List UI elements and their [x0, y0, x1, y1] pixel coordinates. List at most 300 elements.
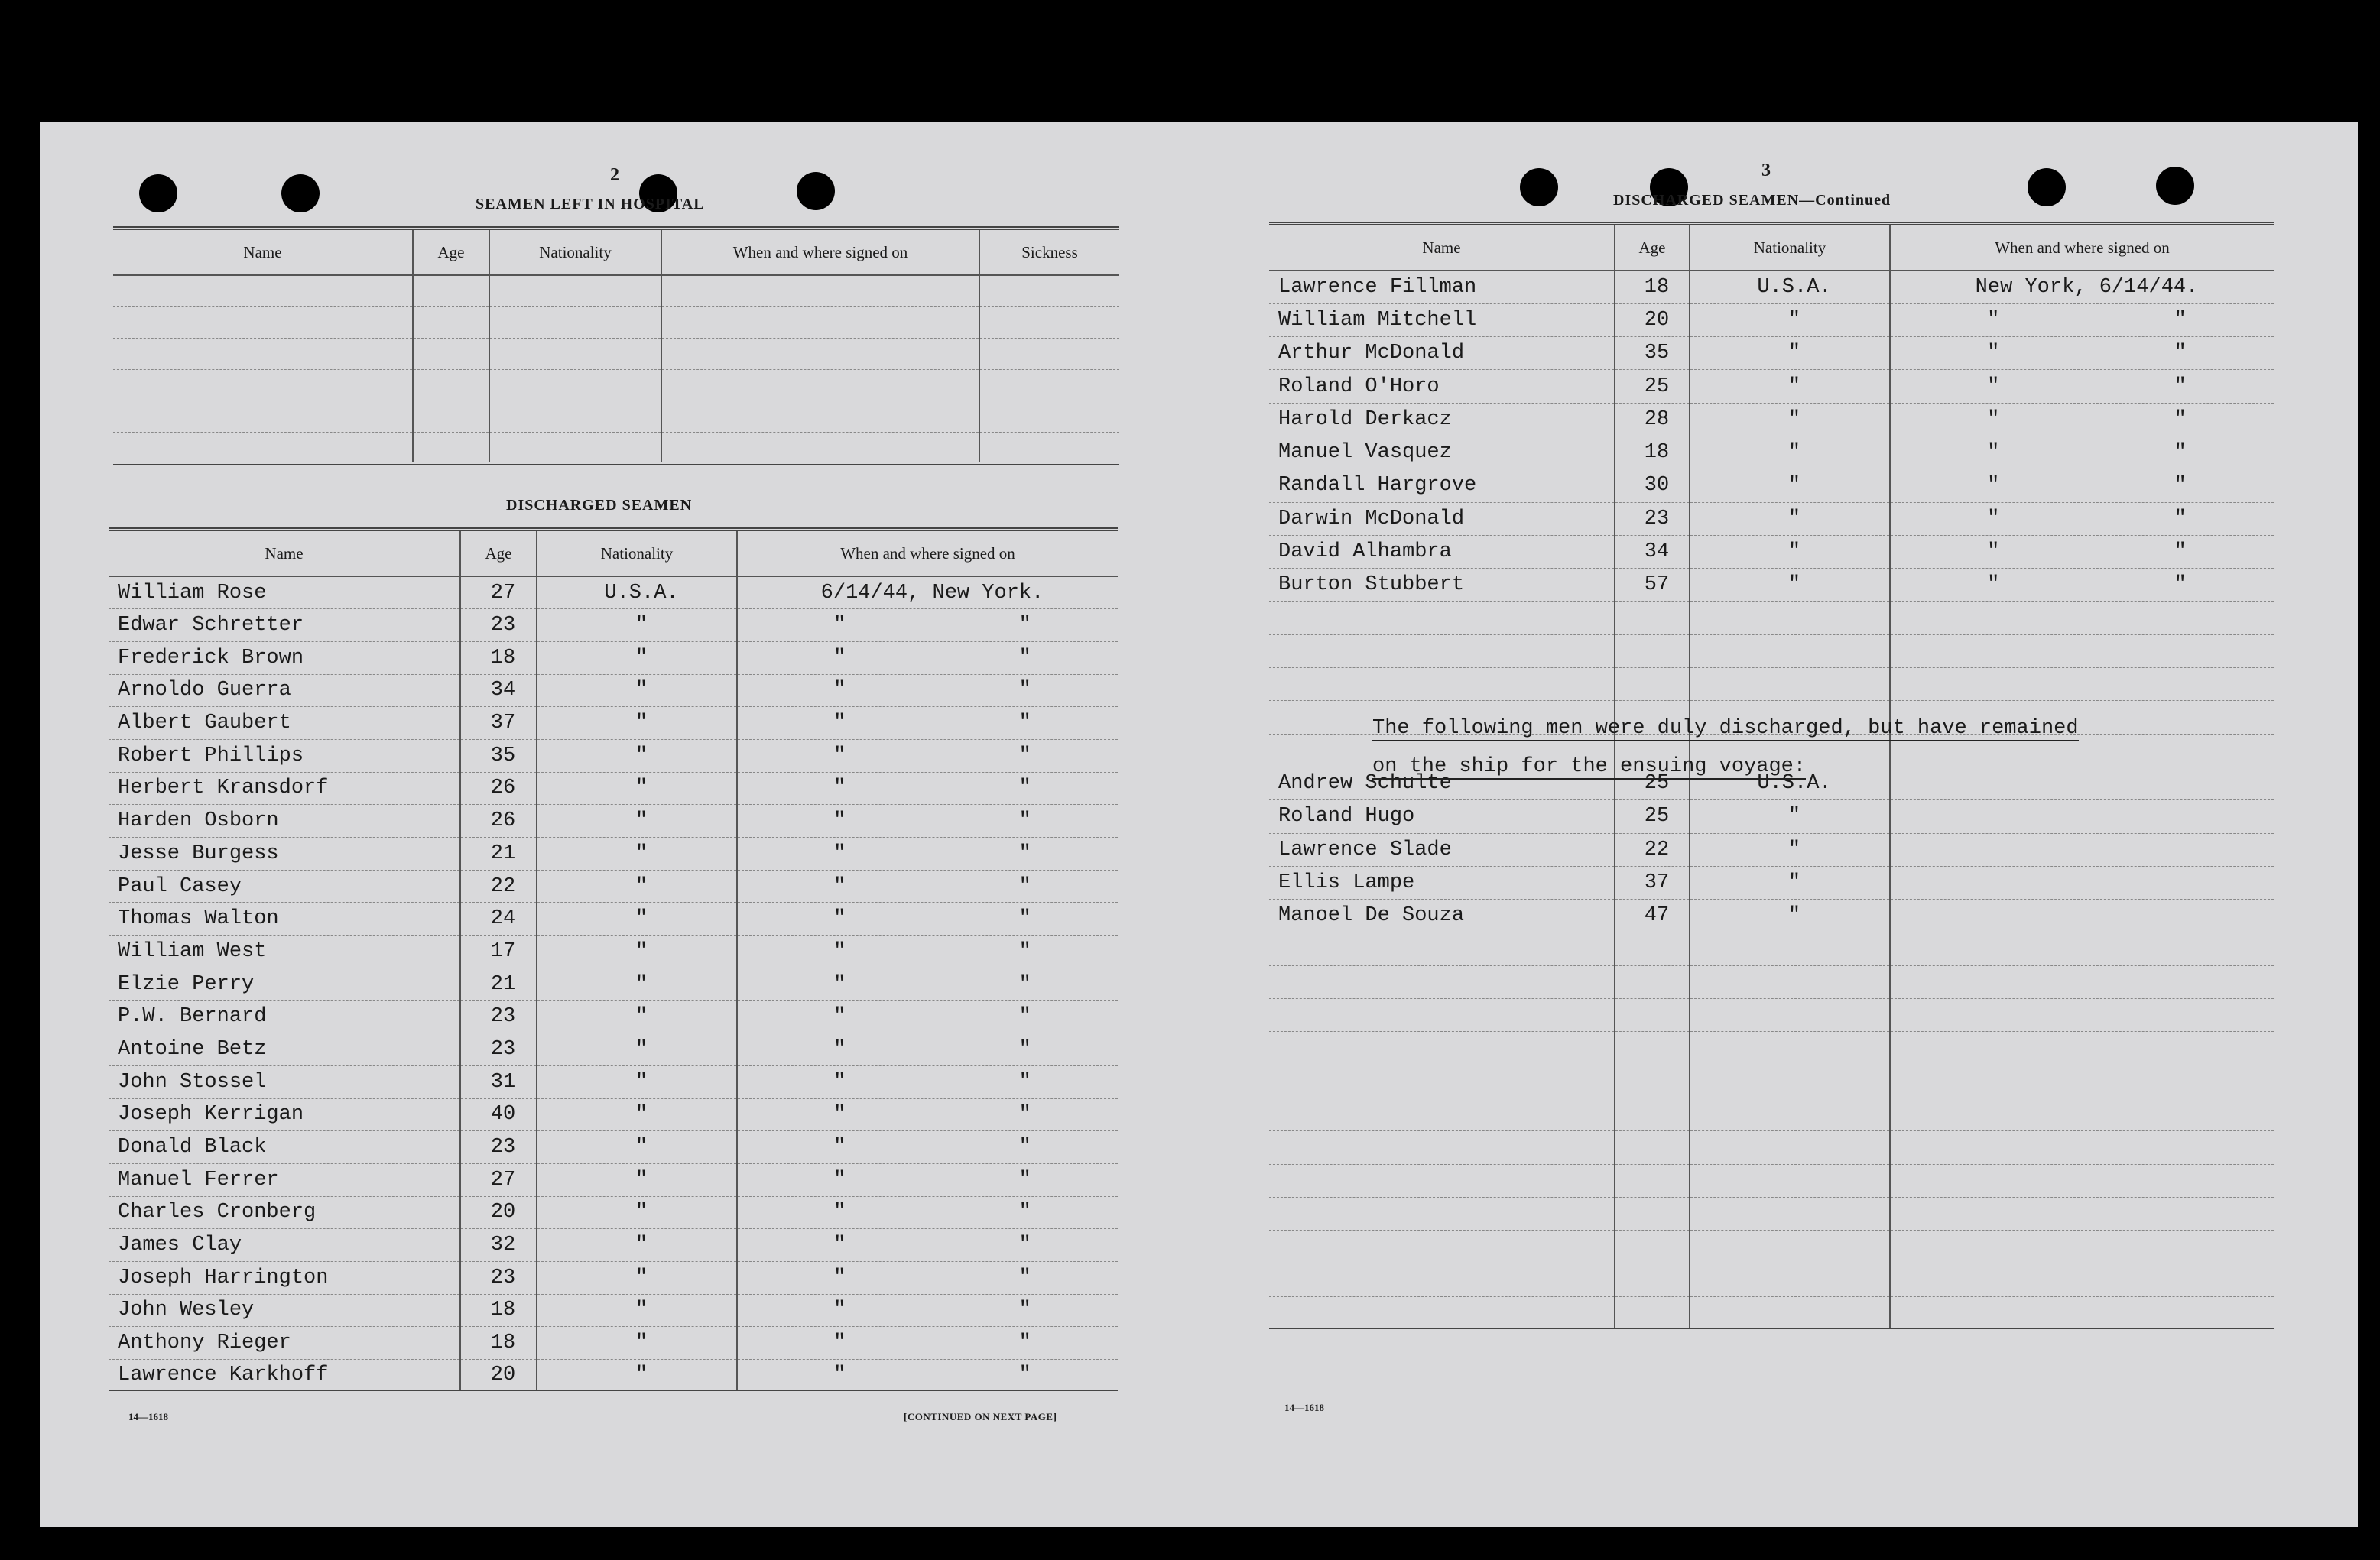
empty-cell: [1890, 1131, 2274, 1164]
seaman-nationality: ": [537, 1360, 737, 1393]
seaman-signed-on: [1890, 569, 2274, 602]
seaman-nationality: ": [537, 1033, 737, 1066]
table-row: [1269, 900, 2274, 932]
seaman-signed-on: [737, 609, 1118, 642]
remained-nationality: ": [1690, 833, 1890, 866]
seaman-nationality: ": [1690, 535, 1890, 568]
column-header: Age: [413, 229, 489, 276]
seaman-name: William Rose: [109, 576, 460, 609]
table-row: [1269, 535, 2274, 568]
empty-cell: [1690, 1164, 1890, 1197]
seaman-name: Harold Derkacz: [1269, 403, 1615, 436]
seaman-age: 25: [1615, 370, 1690, 403]
seaman-name: Elzie Perry: [109, 968, 460, 1001]
seaman-nationality: ": [537, 1196, 737, 1229]
table-row: [109, 1001, 1118, 1033]
seaman-name: Thomas Walton: [109, 903, 460, 936]
table-row: [113, 306, 1119, 338]
discharged-continued-caption: DISCHARGED SEAMEN—Continued: [1613, 192, 1891, 209]
seaman-signed-on: [737, 1229, 1118, 1262]
remained-note-line2: on the ship for the ensuing voyage:: [1372, 755, 1807, 778]
seaman-nationality: ": [537, 936, 737, 968]
empty-cell: [979, 275, 1119, 306]
table-row: [109, 1294, 1118, 1327]
remained-name: Lawrence Slade: [1269, 833, 1615, 866]
seaman-nationality: ": [537, 674, 737, 707]
discharged-table: [109, 527, 1118, 1393]
empty-cell: [1690, 602, 1890, 634]
column-header: When and where signed on: [1890, 224, 2274, 271]
ditto-mark: ": [833, 1201, 846, 1224]
empty-cell: [1615, 999, 1690, 1032]
empty-cell: [113, 401, 413, 432]
remained-age: 22: [1615, 833, 1690, 866]
table-row: [113, 275, 1119, 306]
hospital-table: [113, 226, 1119, 465]
punch-hole: [139, 174, 177, 212]
empty-cell: [1615, 965, 1690, 998]
empty-cell: [1269, 1131, 1615, 1164]
ditto-mark: ": [1987, 540, 2000, 564]
punch-hole: [1520, 168, 1558, 206]
seaman-signed-on: [737, 1196, 1118, 1229]
seaman-name: Arthur McDonald: [1269, 337, 1615, 370]
ditto-mark: ": [833, 1037, 846, 1061]
empty-cell: [1269, 1296, 1615, 1329]
seaman-name: Roland O'Horo: [1269, 370, 1615, 403]
empty-cell: [1269, 1231, 1615, 1263]
remained-nationality: ": [1690, 900, 1890, 932]
seaman-name: Darwin McDonald: [1269, 502, 1615, 535]
table-row: [1269, 271, 2274, 303]
ditto-mark: ": [1018, 1070, 1031, 1094]
ditto-mark: ": [833, 614, 846, 637]
seaman-name: Herbert Kransdorf: [109, 772, 460, 805]
seaman-nationality: ": [537, 968, 737, 1001]
seaman-signed-on: 6/14/44, New York.: [737, 576, 1118, 609]
seaman-name: David Alhambra: [1269, 535, 1615, 568]
ditto-mark: ": [833, 1005, 846, 1029]
empty-cell: [1890, 866, 2274, 899]
empty-cell: [1890, 1263, 2274, 1296]
table-row: [1269, 1296, 2274, 1329]
empty-cell: [413, 401, 489, 432]
remained-nationality: U.S.A.: [1690, 767, 1890, 799]
seaman-name: Albert Gaubert: [109, 707, 460, 740]
column-header: Sickness: [979, 229, 1119, 276]
seaman-signed-on: [737, 1360, 1118, 1393]
seaman-nationality: ": [537, 609, 737, 642]
column-header: Name: [1269, 224, 1615, 271]
table-row: [109, 576, 1118, 609]
empty-cell: [1690, 1131, 1890, 1164]
ditto-mark: ": [1018, 1234, 1031, 1257]
seaman-nationality: ": [537, 772, 737, 805]
table-row: [1269, 1098, 2274, 1130]
seaman-nationality: U.S.A.: [537, 576, 737, 609]
empty-cell: [1890, 1065, 2274, 1098]
table-row: [113, 432, 1119, 463]
continued-note: [CONTINUED ON NEXT PAGE]: [904, 1411, 1057, 1422]
ditto-mark: ": [2174, 308, 2187, 332]
ditto-mark: ": [833, 972, 846, 996]
punch-hole: [2028, 168, 2066, 206]
table-row: [1269, 1197, 2274, 1230]
remained-note: [1372, 709, 2229, 786]
empty-cell: [1690, 932, 1890, 965]
table-row: [109, 838, 1118, 871]
empty-cell: [413, 338, 489, 369]
seaman-name: Anthony Rieger: [109, 1327, 460, 1360]
empty-cell: [1690, 634, 1890, 667]
empty-cell: [1890, 1231, 2274, 1263]
remained-age: 25: [1615, 767, 1690, 799]
empty-cell: [1615, 634, 1690, 667]
table-row: [109, 641, 1118, 674]
ditto-mark: ": [1018, 874, 1031, 898]
seaman-signed-on: [1890, 436, 2274, 469]
table-row: [1269, 1231, 2274, 1263]
table-row: [1269, 1065, 2274, 1098]
remained-name: Ellis Lampe: [1269, 866, 1615, 899]
empty-cell: [1690, 965, 1890, 998]
seaman-age: 22: [460, 870, 537, 903]
table-row: [109, 968, 1118, 1001]
table-row: [1269, 569, 2274, 602]
seaman-name: Manuel Vasquez: [1269, 436, 1615, 469]
seaman-name: William Mitchell: [1269, 303, 1615, 336]
remained-nationality: ": [1690, 800, 1890, 833]
form-id-right: 14—1618: [1284, 1402, 1324, 1413]
remained-nationality: ": [1690, 866, 1890, 899]
seaman-signed-on: [737, 1261, 1118, 1294]
table-row: [109, 1360, 1118, 1393]
column-header: Nationality: [1690, 224, 1890, 271]
table-row: [1269, 833, 2274, 866]
seaman-age: 31: [460, 1065, 537, 1098]
seaman-signed-on: [737, 903, 1118, 936]
seaman-age: 40: [460, 1098, 537, 1131]
remained-note-line1: The following men were duly discharged, but have remained: [1372, 717, 2079, 740]
ditto-mark: ": [1987, 308, 2000, 332]
ditto-mark: ": [1018, 1005, 1031, 1029]
empty-cell: [1269, 1098, 1615, 1130]
seaman-nationality: U.S.A.: [1690, 271, 1890, 303]
seaman-nationality: ": [537, 1098, 737, 1131]
seaman-age: 24: [460, 903, 537, 936]
column-header: Name: [113, 229, 413, 276]
empty-cell: [979, 306, 1119, 338]
table-row: [109, 674, 1118, 707]
seaman-age: 34: [1615, 535, 1690, 568]
table-row: [109, 1033, 1118, 1066]
ditto-mark: ": [1018, 907, 1031, 931]
column-header: Age: [1615, 224, 1690, 271]
ditto-mark: ": [2174, 375, 2187, 398]
seaman-signed-on: [1890, 535, 2274, 568]
empty-cell: [979, 369, 1119, 401]
empty-cell: [1690, 1231, 1890, 1263]
seaman-name: P.W. Bernard: [109, 1001, 460, 1033]
empty-cell: [979, 338, 1119, 369]
ditto-mark: ": [1987, 407, 2000, 431]
table-row: [109, 870, 1118, 903]
seaman-signed-on: [737, 707, 1118, 740]
seaman-name: Antoine Betz: [109, 1033, 460, 1066]
ditto-mark: ": [1018, 614, 1031, 637]
seaman-age: 32: [460, 1229, 537, 1262]
ditto-mark: ": [1018, 809, 1031, 833]
seaman-age: 34: [460, 674, 537, 707]
seaman-signed-on: [1890, 337, 2274, 370]
table-row: [1269, 469, 2274, 502]
seaman-age: 18: [460, 1327, 537, 1360]
seaman-signed-on: [737, 674, 1118, 707]
empty-cell: [1890, 1164, 2274, 1197]
ditto-mark: ": [1987, 474, 2000, 498]
ditto-mark: ": [1018, 1364, 1031, 1387]
empty-cell: [489, 432, 661, 463]
seaman-name: Joseph Harrington: [109, 1261, 460, 1294]
punch-hole: [2156, 167, 2194, 205]
ditto-mark: ": [1018, 777, 1031, 800]
ditto-mark: ": [2174, 441, 2187, 465]
table-row: [1269, 634, 2274, 667]
seaman-nationality: ": [1690, 436, 1890, 469]
empty-cell: [1690, 999, 1890, 1032]
seaman-nationality: ": [537, 1327, 737, 1360]
ditto-mark: ": [2174, 407, 2187, 431]
seaman-nationality: ": [537, 870, 737, 903]
seaman-name: Jesse Burgess: [109, 838, 460, 871]
seaman-age: 20: [460, 1196, 537, 1229]
empty-cell: [1690, 1296, 1890, 1329]
ditto-mark: ": [1018, 842, 1031, 865]
column-header: Nationality: [537, 530, 737, 577]
table-row: [1269, 602, 2274, 634]
empty-cell: [1615, 1065, 1690, 1098]
empty-cell: [1690, 1032, 1890, 1065]
seaman-nationality: ": [537, 1131, 737, 1164]
seaman-age: 30: [1615, 469, 1690, 502]
empty-cell: [113, 432, 413, 463]
ditto-mark: ": [1987, 507, 2000, 530]
table-row: [113, 338, 1119, 369]
ditto-mark: ": [833, 777, 846, 800]
ditto-mark: ": [833, 712, 846, 735]
empty-cell: [1890, 932, 2274, 965]
column-header: Name: [109, 530, 460, 577]
seaman-signed-on: [737, 1098, 1118, 1131]
empty-cell: [1690, 1197, 1890, 1230]
empty-cell: [1615, 602, 1690, 634]
empty-cell: [661, 338, 979, 369]
seaman-age: 18: [1615, 271, 1690, 303]
empty-cell: [413, 306, 489, 338]
seaman-signed-on: [737, 1001, 1118, 1033]
ditto-mark: ": [2174, 507, 2187, 530]
empty-cell: [1615, 1263, 1690, 1296]
table-row: [113, 401, 1119, 432]
seaman-age: 26: [460, 805, 537, 838]
seaman-age: 18: [460, 641, 537, 674]
ditto-mark: ": [833, 1136, 846, 1159]
ditto-mark: ": [833, 1168, 846, 1192]
seaman-signed-on: [1890, 303, 2274, 336]
seaman-name: Joseph Kerrigan: [109, 1098, 460, 1131]
seaman-name: William West: [109, 936, 460, 968]
empty-cell: [1269, 1197, 1615, 1230]
ditto-mark: ": [1018, 1331, 1031, 1355]
table-row: [113, 369, 1119, 401]
empty-cell: [489, 306, 661, 338]
empty-cell: [1615, 1164, 1690, 1197]
empty-cell: [661, 306, 979, 338]
table-row: [1269, 502, 2274, 535]
seaman-age: 27: [460, 576, 537, 609]
page-number-left: 2: [610, 165, 619, 185]
ditto-mark: ": [833, 744, 846, 767]
table-row: [109, 1098, 1118, 1131]
seaman-age: 18: [1615, 436, 1690, 469]
empty-cell: [661, 275, 979, 306]
table-row: [109, 707, 1118, 740]
ditto-mark: ": [833, 1103, 846, 1127]
seaman-nationality: ": [537, 805, 737, 838]
empty-cell: [1690, 1263, 1890, 1296]
table-row: [109, 903, 1118, 936]
empty-cell: [1890, 965, 2274, 998]
empty-cell: [413, 432, 489, 463]
table-row: [109, 1163, 1118, 1196]
table-row: [109, 609, 1118, 642]
empty-cell: [1690, 1098, 1890, 1130]
seaman-name: Arnoldo Guerra: [109, 674, 460, 707]
column-header: Nationality: [489, 229, 661, 276]
empty-cell: [489, 401, 661, 432]
ditto-mark: ": [833, 809, 846, 833]
form-id-left: 14—1618: [128, 1411, 168, 1422]
empty-cell: [1890, 1197, 2274, 1230]
table-row: [1269, 1263, 2274, 1296]
seaman-nationality: ": [537, 1294, 737, 1327]
seaman-signed-on: [737, 1327, 1118, 1360]
empty-cell: [1269, 999, 1615, 1032]
discharged-caption: DISCHARGED SEAMEN: [506, 497, 693, 514]
ditto-mark: ": [833, 1364, 846, 1387]
table-row: [1269, 668, 2274, 701]
empty-cell: [1890, 634, 2274, 667]
seaman-age: 23: [460, 1033, 537, 1066]
empty-cell: [1615, 1131, 1690, 1164]
seaman-age: 18: [460, 1294, 537, 1327]
seaman-nationality: ": [537, 1065, 737, 1098]
table-row: [1269, 999, 2274, 1032]
ditto-mark: ": [1018, 1266, 1031, 1289]
table-row: [1269, 932, 2274, 965]
seaman-name: Paul Casey: [109, 870, 460, 903]
empty-cell: [489, 369, 661, 401]
table-row: [1269, 1164, 2274, 1197]
ditto-mark: ": [2174, 474, 2187, 498]
seaman-signed-on: New York, 6/14/44.: [1890, 271, 2274, 303]
seaman-name: Harden Osborn: [109, 805, 460, 838]
empty-cell: [1615, 1098, 1690, 1130]
table-row: [109, 1327, 1118, 1360]
ditto-mark: ": [1987, 375, 2000, 398]
ditto-mark: ": [833, 1331, 846, 1355]
seaman-name: Burton Stubbert: [1269, 569, 1615, 602]
remained-age: 37: [1615, 866, 1690, 899]
seaman-name: Charles Cronberg: [109, 1196, 460, 1229]
column-header: When and where signed on: [737, 530, 1118, 577]
empty-cell: [979, 401, 1119, 432]
seaman-nationality: ": [1690, 469, 1890, 502]
column-header: Age: [460, 530, 537, 577]
ditto-mark: ": [833, 646, 846, 670]
empty-cell: [1890, 602, 2274, 634]
seaman-name: Lawrence Karkhoff: [109, 1360, 460, 1393]
column-header: When and where signed on: [661, 229, 979, 276]
seaman-age: 37: [460, 707, 537, 740]
table-row: [1269, 1032, 2274, 1065]
seaman-name: Randall Hargrove: [1269, 469, 1615, 502]
seaman-age: 23: [460, 1001, 537, 1033]
empty-cell: [113, 306, 413, 338]
ditto-mark: ": [833, 1234, 846, 1257]
table-row: [1269, 866, 2274, 899]
empty-cell: [113, 369, 413, 401]
empty-cell: [1890, 800, 2274, 833]
seaman-signed-on: [1890, 370, 2274, 403]
empty-cell: [1615, 1231, 1690, 1263]
ditto-mark: ": [833, 1299, 846, 1322]
ditto-mark: ": [1987, 573, 2000, 597]
empty-cell: [661, 401, 979, 432]
empty-cell: [1615, 668, 1690, 701]
ditto-mark: ": [2174, 342, 2187, 365]
empty-cell: [489, 275, 661, 306]
seaman-age: 23: [460, 1131, 537, 1164]
seaman-nationality: ": [1690, 403, 1890, 436]
seaman-signed-on: [737, 870, 1118, 903]
seaman-nationality: ": [1690, 502, 1890, 535]
empty-cell: [1690, 668, 1890, 701]
seaman-name: Frederick Brown: [109, 641, 460, 674]
seaman-signed-on: [737, 772, 1118, 805]
table-row: [1269, 370, 2274, 403]
ditto-mark: ": [833, 1266, 846, 1289]
empty-cell: [661, 432, 979, 463]
empty-cell: [1615, 1032, 1690, 1065]
ditto-mark: ": [1018, 1168, 1031, 1192]
punch-hole: [797, 172, 835, 210]
ditto-mark: ": [833, 907, 846, 931]
seaman-signed-on: [1890, 502, 2274, 535]
empty-cell: [1615, 1296, 1690, 1329]
seaman-signed-on: [737, 1033, 1118, 1066]
seaman-signed-on: [737, 968, 1118, 1001]
seaman-age: 23: [1615, 502, 1690, 535]
seaman-name: John Wesley: [109, 1294, 460, 1327]
punch-hole: [281, 174, 320, 212]
table-row: [1269, 1131, 2274, 1164]
seaman-signed-on: [737, 1065, 1118, 1098]
seaman-nationality: ": [537, 641, 737, 674]
seaman-nationality: ": [537, 739, 737, 772]
empty-cell: [1269, 668, 1615, 701]
empty-cell: [489, 338, 661, 369]
